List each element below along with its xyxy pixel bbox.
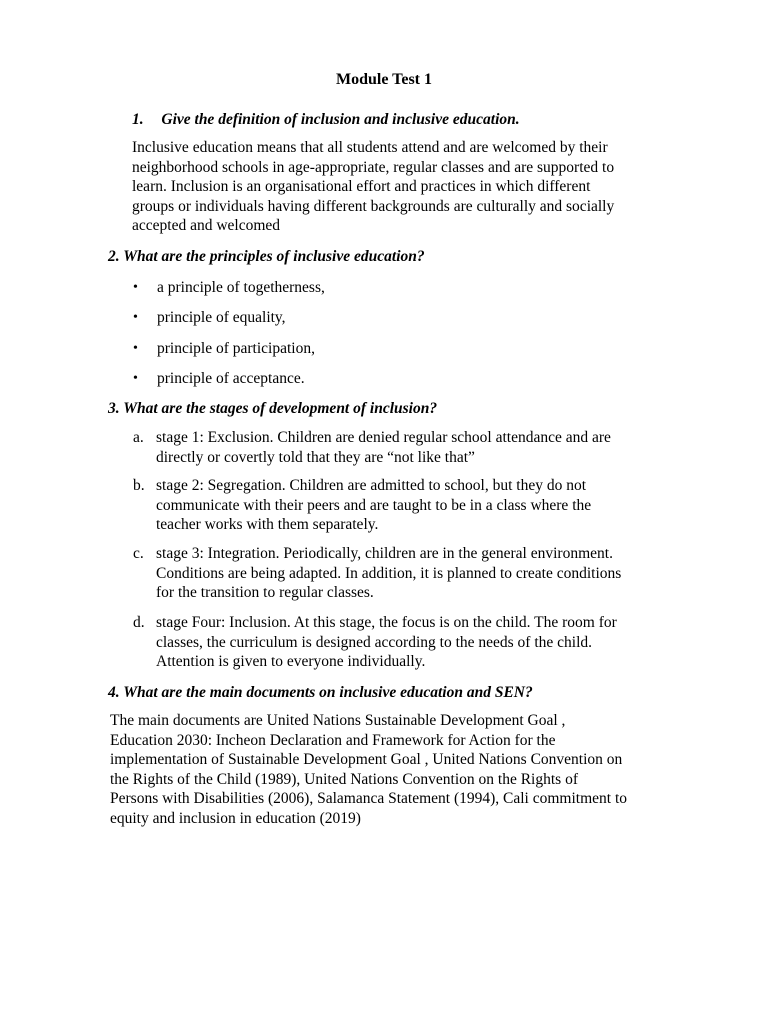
list-item-line: stage Four: Inclusion. At this stage, the focus is on the child. The room for <box>156 614 617 631</box>
answer-4-line: implementation of Sustainable Development Goal , United Nations Convention on <box>110 751 623 768</box>
question-1 <box>132 110 520 130</box>
stages-list <box>133 428 733 678</box>
list-marker: b. <box>133 477 145 494</box>
answer-1-line: Inclusive education means that all students attend and are welcomed by their <box>132 139 608 156</box>
answer-4 <box>110 711 740 828</box>
list-item-text: a principle of togetherness, <box>157 279 325 296</box>
bullet-icon: • <box>133 371 138 386</box>
list-item-line: communicate with their peers and are taught to be in a class where the <box>156 496 592 514</box>
list-marker: d. <box>133 614 145 631</box>
answer-4-line: equity and inclusion in education (2019) <box>110 809 361 827</box>
answer-4-line: Persons with Disabilities (2006), Salamanca Statement (1994), Cali commitment to <box>110 790 628 807</box>
answer-1-line: groups or individuals having different backgrounds are culturally and socially <box>132 197 615 215</box>
list-marker: c. <box>133 545 144 562</box>
question-1-number: 1. <box>132 111 144 128</box>
list-item-text: principle of participation, <box>157 340 315 357</box>
list-item-line: for the transition to regular classes. <box>156 584 374 601</box>
list-item-line: Attention is given to everyone individually. <box>156 653 426 670</box>
list-item-line: classes, the curriculum is designed according to the needs of the child. <box>156 633 593 651</box>
document-title: Module Test 1 <box>335 71 432 88</box>
bullet-icon: • <box>133 341 138 356</box>
answer-1-line: neighborhood schools in age-appropriate, regular classes and are supported to <box>132 158 615 176</box>
list-item-text: principle of equality, <box>157 309 286 326</box>
bullet-icon: • <box>133 310 138 325</box>
answer-1-line: accepted and welcomed <box>132 217 281 234</box>
list-marker: a. <box>133 429 144 446</box>
answer-4-line: The main documents are United Nations Sustainable Development Goal , <box>110 712 566 729</box>
answer-4-line: the Rights of the Child (1989), United Nations Convention on the Rights of <box>110 770 578 788</box>
list-item-text: principle of acceptance. <box>157 370 305 387</box>
list-item-line: stage 3: Integration. Periodically, children are in the general environment. <box>156 545 613 562</box>
list-item-line: stage 2: Segregation. Children are admitted to school, but they do not <box>156 477 587 494</box>
question-2: 2. What are the principles of inclusive education? <box>108 248 425 265</box>
list-item-line: Conditions are being adapted. In addition, it is planned to create conditions <box>156 564 622 582</box>
answer-4-line: Education 2030: Incheon Declaration and Framework for Action for the <box>110 731 556 749</box>
question-4: 4. What are the main documents on inclusive education and SEN? <box>108 684 533 701</box>
bullet-icon: • <box>133 280 138 295</box>
list-item-line: directly or covertly told that they are “not like that” <box>156 448 475 466</box>
answer-1 <box>132 138 732 236</box>
question-1-text: Give the definition of inclusion and inclusive education. <box>161 111 520 128</box>
question-3: 3. What are the stages of development of inclusion? <box>108 400 438 417</box>
list-item-line: teacher works with them separately. <box>156 516 379 533</box>
list-item-line: stage 1: Exclusion. Children are denied regular school attendance and are <box>156 429 611 446</box>
answer-1-line: learn. Inclusion is an organisational effort and practices in which different <box>132 178 591 195</box>
